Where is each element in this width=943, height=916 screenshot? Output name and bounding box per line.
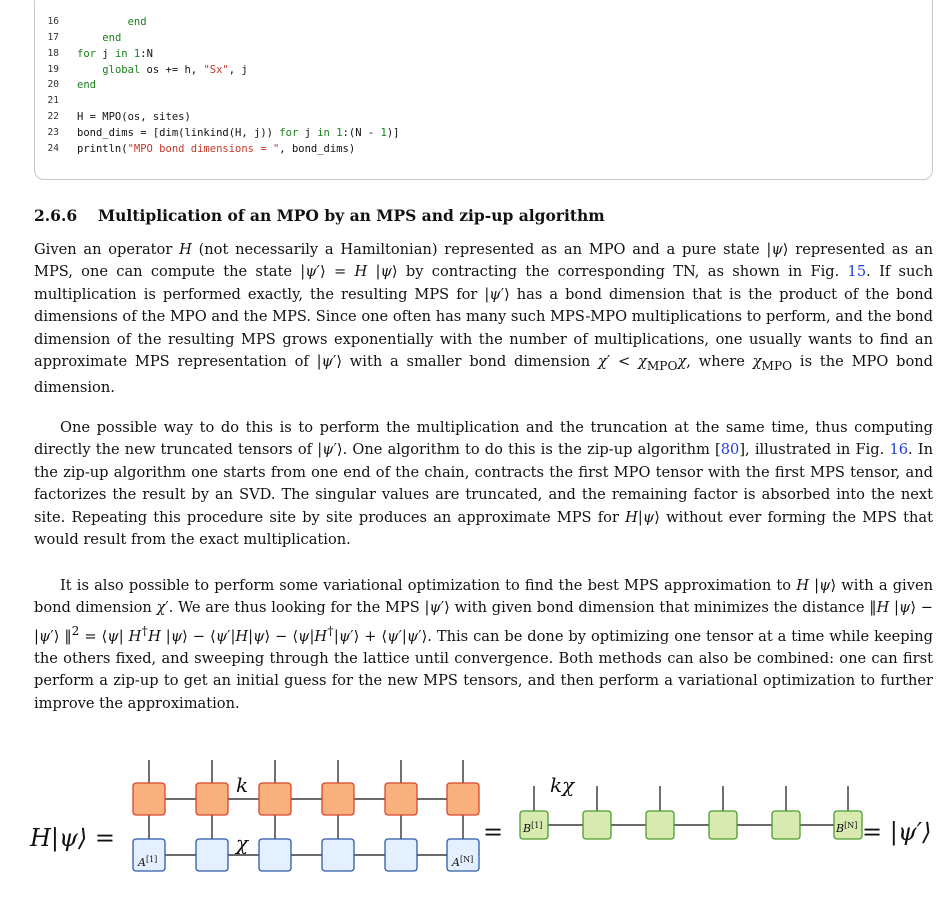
mpo-tensor [447,783,479,815]
tensor-label-an: A[N] [452,855,474,869]
code-listing [34,0,933,180]
paragraph-3: It is also possible to perform some variational optimization to find the best MPS approximation to H |ψ⟩ with a given bond dimension χ′. We are thus looking for the MPS |ψ′⟩ with given bond dimension that minimizes the distance ‖H |ψ⟩ − |ψ′⟩ ‖$^2$ = ⟨ψ| H†H |ψ⟩ − ⟨ψ′|H|ψ⟩ − ⟨ψ|H†|ψ′⟩ + ⟨ψ′|ψ′⟩. This can be done by optimizing one tensor at a time while keeping the others fixed, and sweeping through the lattice until convergence. Both methods can also be combined: one can first perform a zip-up to get an initial guess for the new MPS tensors, and then perform a variational optimization to further improve the approximation. [34,577,934,712]
line-number: 24 [47,143,59,154]
equals-sign: = [483,818,504,846]
mpo-tensor [259,783,291,815]
mps-tensor [322,839,354,871]
code-text: global os += h, "Sx", j [102,64,248,76]
mps-tensor [196,839,228,871]
code-text: H = MPO(os, sites) [77,111,191,123]
tensor-label-b1: B[1] [523,821,543,835]
mpo-tensor [133,783,165,815]
mps-tensor [259,839,291,871]
paragraph-2: One possible way to do this is to perform the multiplication and the truncation at the same time, thus computing directly the new truncated tensors of |ψ′⟩. One algorithm to do this is the zip-up algorithm [80], illustrated in Fig. 16. In the zip-up algorithm one starts from one end of the chain, contracts the first MPO tensor with the first MPS tensor, and factorizes the result by an SVD. The singular values are truncated, and the remaining factor is absorbed into the next site. Repeating this procedure site by site produces an approximate MPS for H|ψ⟩ without ever forming the MPS that would result from the exact multiplication. [34,419,934,549]
result-tensor [646,811,674,839]
line-number: 21 [47,95,59,106]
result-tensor [583,811,611,839]
paragraph-1: Given an operator H (not necessarily a Hamiltonian) represented as an MPO and a pure state |ψ⟩ represented as an MPS, one can compute the state |ψ′⟩ = H |ψ⟩ by contracting the corresponding TN, as shown in Fig. 15. If such multiplication is performed exactly, the resulting MPS for |ψ′⟩ has a bond dimension that is the product of the bond dimensions of the MPO and the MPS. Since one often has many such MPS-MPO multiplications to perform, and the bond dimension of the resulting MPS grows exponentially with the number of multiplications, one usually wants to find an approximate MPS representation of |ψ′⟩ with a smaller bond dimension $\chi' < \chi_{MPO}\chi$, where $\chi_{MPO}$ is the MPO bond dimension. [34,241,933,397]
section-heading [34,206,605,225]
section-title: Multiplication of an MPO by an MPS and zip-up algorithm [98,206,605,225]
result-tensor [709,811,737,839]
bond-label-k: k [236,773,249,797]
rhs-label: = |ψ′⟩ [862,818,932,846]
line-number: 23 [47,127,59,138]
mpo-tensor [196,783,228,815]
tensor-label-bn: B[N] [836,821,858,835]
mpo-tensor [322,783,354,815]
lhs-label: H|ψ⟩ = [30,824,115,852]
bond-label-kchi: kχ [550,773,575,797]
code-text: end [102,32,122,44]
code-text: end [77,79,96,91]
mps-tensor [385,839,417,871]
code-text: for j in 1:N [77,48,153,60]
section-number: 2.6.6 [34,206,78,225]
zip-up-figure [0,740,943,912]
code-text: println("MPO bond dimensions = ", bond_dims) [77,143,356,155]
tensor-label-a1: A[1] [138,855,158,869]
line-number: 18 [47,48,59,59]
tensor-network-diagram [0,740,943,912]
result-tensor [772,811,800,839]
bond-label-chi: χ [236,831,249,855]
line-number: 20 [47,79,59,90]
line-number: 17 [47,32,59,43]
line-number: 22 [47,111,59,122]
mpo-tensor [385,783,417,815]
line-number: 19 [47,64,59,75]
code-text: end [127,16,147,28]
code-text: bond_dims = [dim(linkind(H, j)) for j in 1:(N - 1)] [77,127,400,139]
line-number: 16 [47,16,59,27]
